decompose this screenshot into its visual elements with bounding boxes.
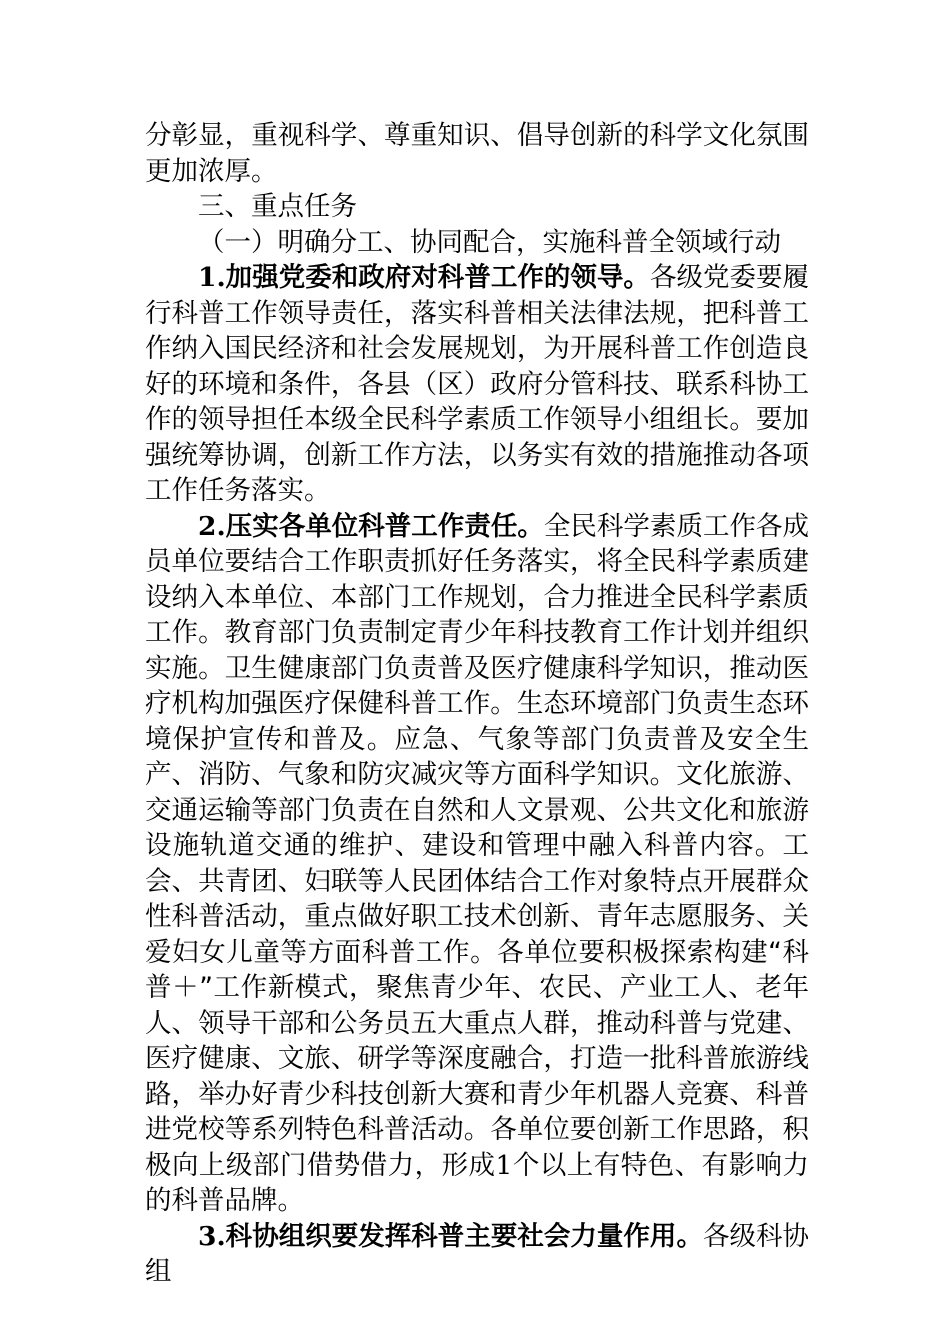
subsection-heading [145,225,809,261]
item-number: 1. [198,262,226,293]
item-body: 各级科协组 [145,1220,810,1287]
paragraph-item-3 [145,1219,809,1290]
item-number: 2. [198,510,226,542]
paragraph-item-1 [145,260,809,509]
section-heading-text: 三、重点任务 [198,191,357,222]
document-page [145,118,809,1290]
subsection-heading-text: （一）明确分工、协同配合，实施科普全领域行动 [198,226,781,258]
item-count: 1 [495,1149,513,1181]
item-number: 3. [198,1220,226,1252]
paragraph-item-2 [145,509,809,1219]
paragraph-text: 分彰显，重视科学、尊重知识、倡导创新的科学文化氛围更加浓厚。 [145,120,809,187]
item-lead: 科协组织要发挥科普主要社会力量作用。 [225,1220,703,1252]
item-lead: 压实各单位科普工作责任。 [225,510,544,542]
section-heading [145,189,809,225]
item-body: 全民科学素质工作各成员单位要结合工作职责抓好任务落实，将全民科学素质建设纳入本单位、本部门工作规划，合力推进全民科学素质工作。教育部门负责制定青少年科技教育工作计划并组织实施。卫生健康部门负责普及医疗健康科学知识，推动医疗机构加强医疗保健科普工作。生态环境部门负责生态环境保护宣传和普及。应急、气象等部门负责普及安全生产、消防、气象和防灾减灾等方面科学知识。文化旅游、交通运输等部门负责在自然和人文景观、公共文化和旅游设施轨道交通的维护、建设和管理中融入科普内容。工会、共青团、妇联等人民团体结合工作对象特点开展群众性科普活动，重点做好职工技术创新、青年志愿服务、关爱妇女儿童等方面科普工作。各单位要积极探索构建“科普＋”工作新模式，聚焦青少年、农民、产业工人、老年人、领导干部和公务员五大重点人群，推动科普与党建、医疗健康、文旅、研学等深度融合，打造一批科普旅游线路，举办好青少科技创新大赛和青少年机器人竞赛、科普进党校等系列特色科普活动。各单位要创新工作思路，积极向上级部门借势借力，形成 [145,510,810,1181]
item-body: 各级党委要履行科普工作领导责任，落实科普相关法律法规，把科普工作纳入国民经济和社会发展规划，为开展科普工作创造良好的环境和条件，各县（区）政府分管科技、联系科协工作的领导担任本级全民科学素质工作领导小组组长。要加强统筹协调，创新工作方法，以务实有效的措施推动各项工作任务落实。 [145,262,810,506]
item-body-end: 个以上有特色、有影响力的科普品牌。 [145,1149,810,1216]
item-lead: 加强党委和政府对科普工作的领导。 [225,262,650,293]
paragraph-continuation [145,118,809,189]
